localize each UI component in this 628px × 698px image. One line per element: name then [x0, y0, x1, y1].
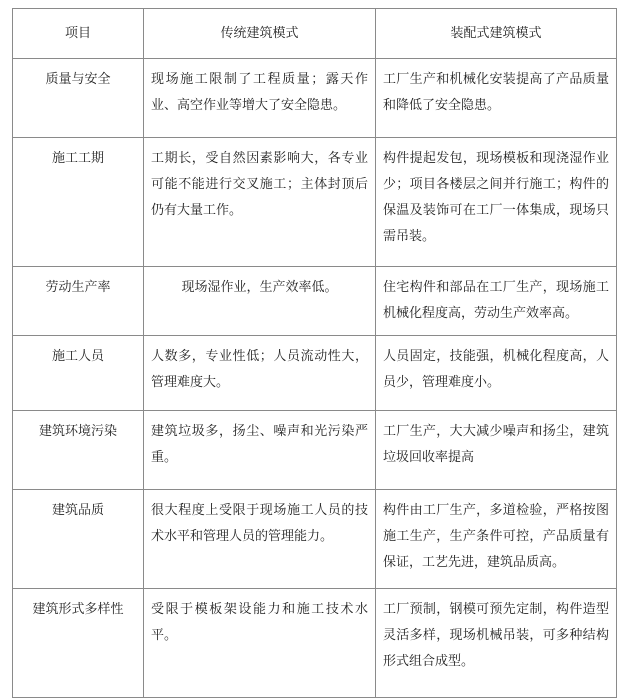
table-row	[13, 336, 617, 411]
row-item: 施工工期	[13, 138, 144, 267]
table-header-row	[13, 9, 617, 59]
row-prefab: 工厂生产和机械化安装提高了产品质量和降低了安全隐患。	[376, 59, 617, 138]
row-prefab: 构件由工厂生产，多道检验，严格按图施工生产，生产条件可控，产品质量有保证，工艺先进，建筑品质高。	[376, 490, 617, 589]
row-item: 建筑品质	[13, 490, 144, 589]
row-traditional: 工期长，受自然因素影响大，各专业可能不能进行交叉施工；主体封顶后仍有大量工作。	[144, 138, 376, 267]
row-prefab: 住宅构件和部品在工厂生产，现场施工机械化程度高，劳动生产效率高。	[376, 267, 617, 336]
table-row	[13, 138, 617, 267]
row-item: 质量与安全	[13, 59, 144, 138]
table-row	[13, 490, 617, 589]
row-prefab: 工厂预制，钢模可预先定制，构件造型灵活多样，现场机械吊装，可多种结构形式组合成型。	[376, 589, 617, 698]
comparison-table	[12, 8, 617, 698]
row-prefab: 构件提起发包，现场模板和现浇湿作业少；项目各楼层之间并行施工；构件的保温及装饰可在工厂一体集成，现场只需吊装。	[376, 138, 617, 267]
header-prefab: 装配式建筑模式	[376, 9, 617, 59]
row-traditional: 建筑垃圾多，扬尘、噪声和光污染严重。	[144, 411, 376, 490]
table-row	[13, 267, 617, 336]
row-item: 建筑环境污染	[13, 411, 144, 490]
header-traditional: 传统建筑模式	[144, 9, 376, 59]
row-prefab: 工厂生产，大大减少噪声和扬尘，建筑垃圾回收率提高	[376, 411, 617, 490]
header-item: 项目	[13, 9, 144, 59]
row-prefab: 人员固定，技能强，机械化程度高，人员少，管理难度小。	[376, 336, 617, 411]
row-traditional: 人数多，专业性低；人员流动性大，管理难度大。	[144, 336, 376, 411]
table-row	[13, 589, 617, 698]
row-traditional: 现场湿作业，生产效率低。	[144, 267, 376, 336]
row-traditional: 现场施工限制了工程质量；露天作业、高空作业等增大了安全隐患。	[144, 59, 376, 138]
row-item: 建筑形式多样性	[13, 589, 144, 698]
row-traditional: 很大程度上受限于现场施工人员的技术水平和管理人员的管理能力。	[144, 490, 376, 589]
table-row	[13, 59, 617, 138]
table-row	[13, 411, 617, 490]
row-traditional: 受限于模板架设能力和施工技术水平。	[144, 589, 376, 698]
row-item: 施工人员	[13, 336, 144, 411]
row-item: 劳动生产率	[13, 267, 144, 336]
